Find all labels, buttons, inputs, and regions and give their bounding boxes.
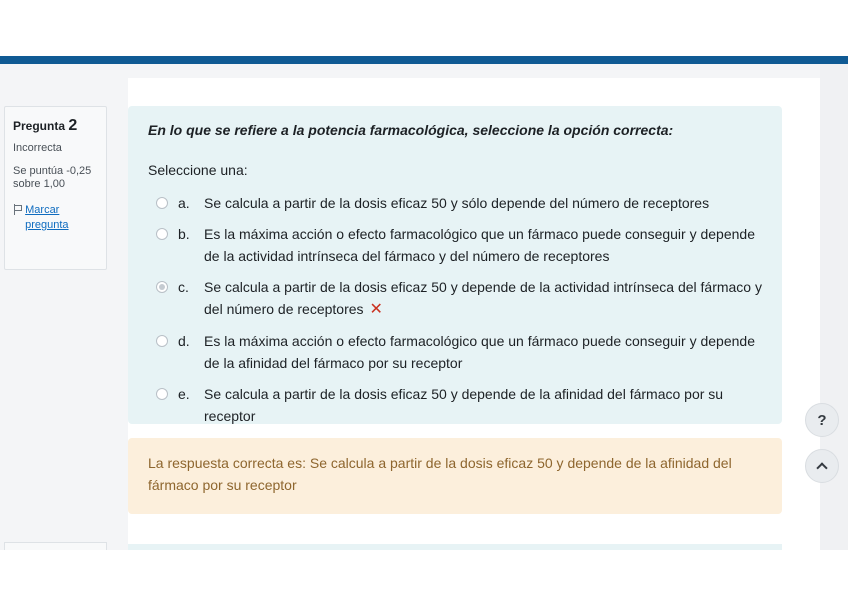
answer-radio[interactable]	[156, 388, 168, 400]
question-grade: Se puntúa -0,25 sobre 1,00	[13, 165, 92, 190]
answer-text	[204, 276, 762, 321]
flag-question-link[interactable]: Marcar pregunta	[25, 204, 69, 231]
answer-radio[interactable]	[156, 228, 168, 240]
help-button[interactable]: ?	[805, 403, 839, 437]
chevron-up-icon	[816, 462, 827, 473]
answer-letter: e.	[178, 386, 190, 402]
answer-list	[148, 192, 762, 427]
answer-letter: a.	[178, 195, 190, 211]
answer-radio[interactable]	[156, 335, 168, 347]
page-area	[0, 64, 848, 550]
answer-option-b[interactable]	[148, 223, 762, 267]
flag-icon	[13, 204, 21, 215]
answer-radio[interactable]	[156, 197, 168, 209]
cross-icon: ✕	[369, 301, 383, 318]
answer-text: Es la máxima acción o efecto farmacológico que un fármaco puede conseguir y depende de la afinidad del fármaco por su receptor	[204, 333, 755, 371]
answer-text: Es la máxima acción o efecto farmacológico que un fármaco puede conseguir y depende de la actividad intrínseca del fármaco y del número de receptores	[204, 226, 755, 264]
answer-text: Se calcula a partir de la dosis eficaz 50 y depende de la afinidad del fármaco por su receptor	[204, 386, 724, 424]
next-question-formulation	[128, 544, 782, 550]
answer-option-c[interactable]	[148, 276, 762, 321]
question-text: En lo que se refiere a la potencia farmacológica, seleccione la opción correcta:	[148, 122, 674, 138]
header-bar	[0, 56, 848, 64]
answer-option-a[interactable]	[148, 192, 762, 214]
answer-text: Se calcula a partir de la dosis eficaz 50 y sólo depende del número de receptores	[204, 195, 710, 211]
question-info	[4, 106, 107, 270]
scroll-top-button[interactable]	[805, 449, 839, 483]
answer-option-e[interactable]	[148, 383, 762, 427]
question-heading	[13, 119, 98, 133]
correct-answer-feedback: La respuesta correcta es: Se calcula a partir de la dosis eficaz 50 y depende de la afinidad del fármaco por su receptor	[128, 438, 782, 514]
next-question-info	[4, 542, 107, 550]
answer-option-d[interactable]	[148, 330, 762, 374]
question-formulation	[128, 106, 782, 424]
question-number: 2	[68, 117, 78, 134]
answer-letter: c.	[178, 279, 189, 295]
question-heading-label: Pregunta	[13, 119, 66, 133]
question-state: Incorrecta	[13, 142, 62, 154]
flag-question[interactable]	[13, 203, 98, 233]
answer-letter: b.	[178, 226, 190, 242]
answer-letter: d.	[178, 333, 190, 349]
answer-text-content: Se calcula a partir de la dosis eficaz 50 y depende de la actividad intrínseca del fármaco y del número de receptores	[204, 279, 762, 317]
answer-radio-selected[interactable]	[156, 281, 168, 293]
answer-prompt: Seleccione una:	[148, 162, 248, 178]
